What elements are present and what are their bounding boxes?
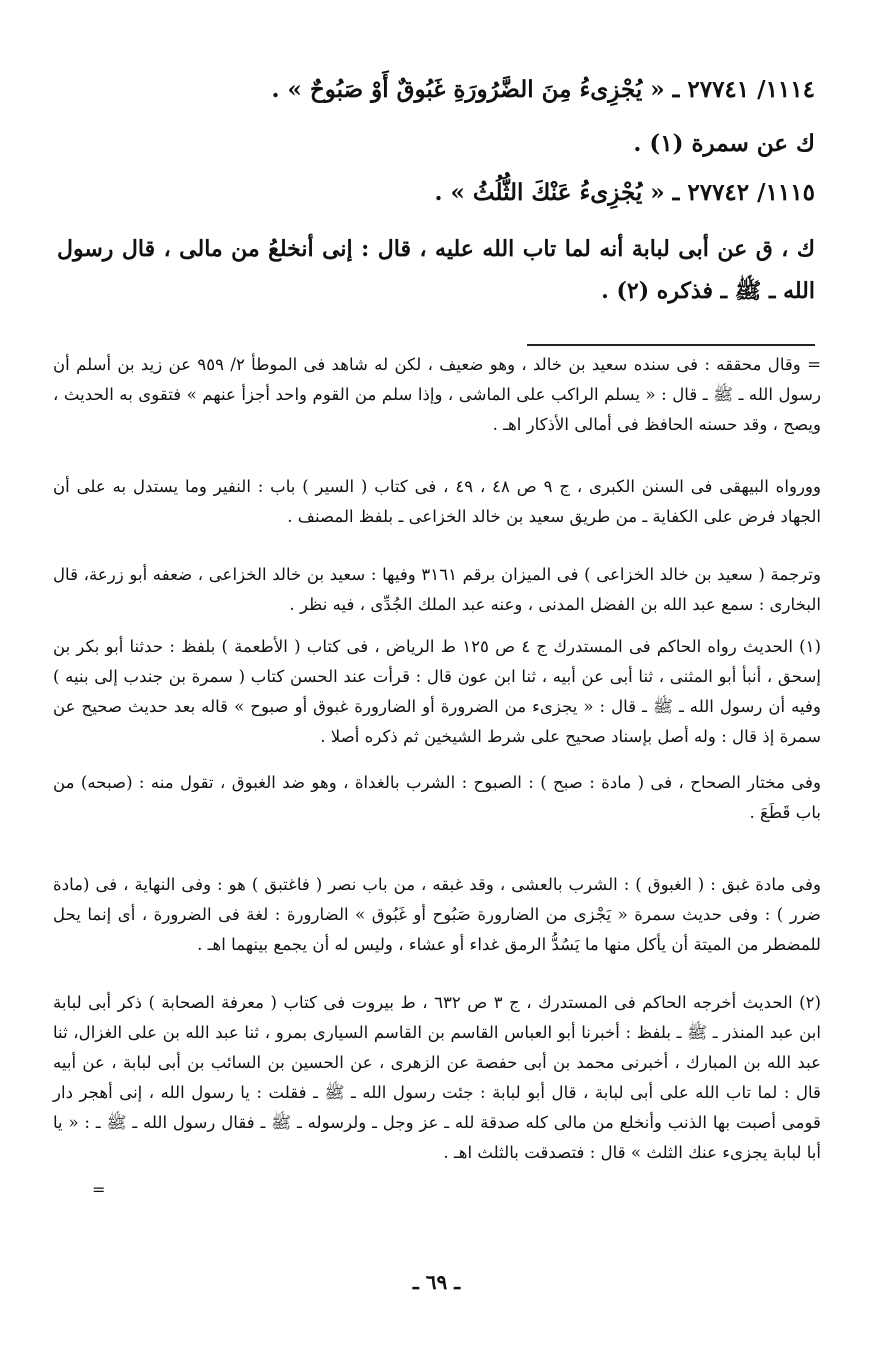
footnote-continuation-paragraph: = وقال محققه : فى سنده سعيد بن خالد ، وهو ضعيف ، لكن له شاهد فى الموطأ ٢/ ٩٥٩ عن زيد بن أسلم أن رسول الله ـ ﷺ ـ قال : « يسلم الراكب على الماشى ، وإذا سلم من القوم واحد أجزأ عنهم » فتقوى به الحديث ، ويصح ، وقد حسنه الحافظ فى أمالى الأذكار اهـ . — [53, 355, 821, 434]
hadith-1115: ١١١٥/ ٢٧٧٤٢ ـ « يُجْزِىءُ عَنْكَ الثُّلُثُ » . — [434, 179, 815, 206]
footnote-1-paragraph: وفى مختار الصحاح ، فى ( مادة : صبح ) : الصبوح : الشرب بالغداة ، وهو ضد الغبوق ، تقول منه : (صبحه) من باب قَطَعَ . — [53, 773, 821, 822]
hadith-1114: ١١١٤/ ٢٧٧٤١ ـ « يُجْزِىءُ مِنَ الضَّرُورَةِ غَبُوقٌ أَوْ صَبُوحٌ » . — [271, 76, 815, 103]
hadith-1115-narration: ك ، ق عن أبى لبابة أنه لما تاب الله عليه ، قال : إنى أنخلعُ من مالى ، قال رسول الله ـ ﷺ ـ فذكره (٢) . — [57, 236, 815, 304]
footnote-separator — [527, 344, 815, 346]
footnote-1-paragraph: وفى مادة غبق : ( الغبوق ) : الشرب بالعشى ، وقد غبقه ، من باب نصر ( فاغتبق ) هو : وفى النهاية ، فى (مادة ضرر ) : وفى حديث سمرة « يَجْزى من الضارورة صَبُوح أو غَبُوق » الضارورة : لغة فى الضرورة ، أى إنما يحل للمضطر من الميتة أن يأكل منها ما يَسُدُّ الرمق غداء أو عشاء ، وليس له أن يجمع بينهما اهـ . — [53, 875, 821, 954]
hadith-1114-source: ك عن سمرة (١) . — [633, 130, 815, 157]
continuation-mark: = — [92, 1180, 106, 1199]
page-number: ـ ٦٩ ـ — [412, 1270, 461, 1294]
footnote-continuation-paragraph: وترجمة ( سعيد بن خالد الخزاعى ) فى الميزان برقم ٣١٦١ وفيها : سعيد بن خالد الخزاعى ، ضعفه أبو زرعة، قال البخارى : سمع عبد الله بن الفضل المدنى ، وعنه عبد الملك الجُدِّى ، فيه نظر . — [53, 565, 822, 614]
footnote-2-paragraph: (٢) الحديث أخرجه الحاكم فى المستدرك ، ج ٣ ص ٦٣٢ ، ط بيروت فى كتاب ( معرفة الصحابة ) ذكر أبى لبابة ابن عبد المنذر ـ ﷺ ـ بلفظ : أخبرنا أبو العباس القاسم بن القاسم السيارى بمرو ، ثنا عبد الله بن على الغزال، ثنا عبد الله بن المبارك ، أخبرنى محمد بن أبى حفصة عن الزهرى ، عن الحسين بن السائب بن أبى لبابة ، عن أبيه قال : لما تاب الله على أبى لبابة ، قال أبو لبابة : جئت رسول الله ـ ﷺ ـ فقلت : يا رسول الله ، إنى أهجر دار قومى أصبت بها الذنب وأنخلع من مالى كله صدقة لله ـ عز وجل ـ ولرسوله ـ ﷺ ـ فقال رسول الله ـ ﷺ ـ : « يا أبا لبابة يجزىء عنك الثلث » قال : فتصدقت بالثلث اهـ . — [53, 993, 821, 1162]
footnote-continuation-paragraph: وورواه البيهقى فى السنن الكبرى ، ج ٩ ص ٤٨ ، ٤٩ ، فى كتاب ( السير ) باب : النفير وما يستدل به على أن الجهاد فرض على الكفاية ـ من طريق سعيد بن خالد الخزاعى ـ بلفظ المصنف . — [53, 477, 821, 526]
footnote-1-paragraph: (١) الحديث رواه الحاكم فى المستدرك ج ٤ ص ١٢٥ ط الرياض ، فى كتاب ( الأطعمة ) بلفظ : حدثنا أبو بكر بن إسحق ، أنبأ أبو المثنى ، ثنا أبى عن أبيه ، ثنا ابن عون قال : قرأت عند الحسن كتاب ( سمرة بن جندب إلى بنيه ) وفيه أن رسول الله ـ ﷺ ـ قال : « يجزىء من الضرورة أو الضارورة غبوق أو صبوح » قاله بعد حديث صحيح عن سمرة إذ قال : وله أصل بإسناد صحيح على شرط الشيخين ثم ذكره أصلا . — [53, 637, 821, 746]
